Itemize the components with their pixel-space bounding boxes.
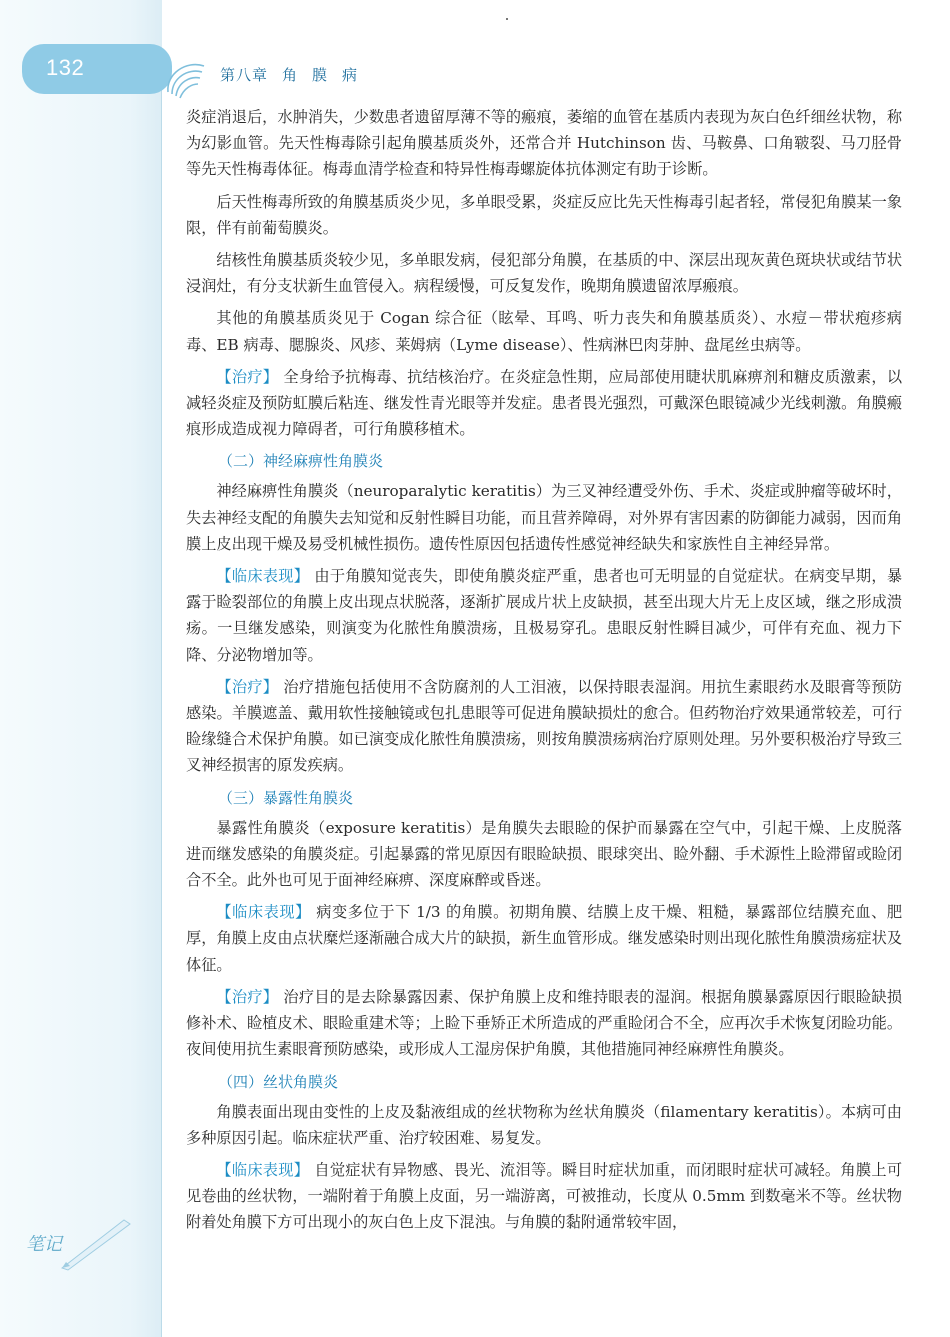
section-heading: （三）暴露性角膜炎	[218, 788, 354, 807]
print-mark	[506, 18, 508, 20]
body-text	[186, 104, 902, 1242]
margin-divider-line	[161, 88, 162, 1337]
swirl-icon	[160, 52, 212, 104]
paragraph-text: 全身给予抗梅毒、抗结核治疗。在炎症急性期，应局部使用睫状肌麻痹剂和糖皮质激素，以减轻炎症及预防虹膜后粘连、继发性青光眼等并发症。患者畏光强烈，可戴深色眼镜减少光线刺激。角膜瘢痕形成造成视力障碍者，可行角膜移植术。	[186, 367, 903, 439]
paragraph	[186, 364, 902, 443]
section-heading: （四）丝状角膜炎	[218, 1072, 339, 1091]
paragraph: 暴露性角膜炎（exposure keratitis）是角膜失去眼睑的保护而暴露在空气中，引起干燥、上皮脱落进而继发感染的角膜炎症。引起暴露的常见原因有眼睑缺损、眼球突出、睑外翻、手术源性上睑滞留或睑闭合不全。此外也可见于面神经麻痹、深度麻醉或昏迷。	[186, 818, 902, 890]
paragraph	[186, 674, 902, 779]
paragraph-text: 自觉症状有异物感、畏光、流泪等。瞬目时症状加重，而闭眼时症状可减轻。角膜上可见卷曲的丝状物，一端附着于角膜上皮面，另一端游离，可被推动，长度从 0.5mm 到数毫米不等。丝状物附着处角膜下方可出现小的灰白色上皮下混浊。与角膜的黏附通常较牢固，	[186, 1160, 903, 1232]
pen-icon	[58, 1214, 136, 1272]
paragraph	[186, 563, 902, 668]
paragraph-text: 治疗目的是去除暴露因素、保护角膜上皮和维持眼表的湿润。根据角膜暴露原因行眼睑缺损修补术、睑植皮术、眼睑重建术等；上睑下垂矫正术所造成的严重睑闭合不全，应再次手术恢复闭睑功能。夜间使用抗生素眼膏预防感染，或形成人工湿房保护角膜，其他措施同神经麻痹性角膜炎。	[186, 987, 903, 1059]
paragraph: 神经麻痹性角膜炎（neuroparalytic keratitis）为三叉神经遭受外伤、手术、炎症或肿瘤等破坏时，失去神经支配的角膜失去知觉和反射性瞬目功能，而且营养障碍，对外界有害因素的防御能力减弱，因而角膜上皮出现干燥及易受机械性损伤。遗传性原因包括遗传性感觉神经缺失和家族性自主神经异常。	[186, 482, 902, 553]
running-header	[220, 64, 372, 85]
chapter-number: 第八章	[220, 66, 269, 84]
paragraph: 后天性梅毒所致的角膜基质炎少见，多单眼受累，炎症反应比先天性梅毒引起者轻，常侵犯角膜某一象限，伴有前葡萄膜炎。	[186, 192, 902, 237]
chapter-title-char: 膜	[312, 66, 329, 84]
paragraph-tag: 【临床表现】	[216, 567, 310, 586]
paragraph-text: 治疗措施包括使用不含防腐剂的人工泪液，以保持眼表湿润。用抗生素眼药水及眼膏等预防感染。羊膜遮盖、戴用软性接触镜或包扎患眼等可促进角膜缺损灶的愈合。但药物治疗效果通常较差，可行睑缘缝合术保护角膜。如已演变成化脓性角膜溃疡，则按角膜溃疡病治疗原则处理。另外要积极治疗导致三叉神经损害的原发疾病。	[186, 677, 903, 775]
paragraph: 角膜表面出现由变性的上皮及黏液组成的丝状物称为丝状角膜炎（filamentary keratitis）。本病可由多种原因引起。临床症状严重、治疗较困难、易复发。	[186, 1102, 902, 1147]
paragraph-text: 病变多位于下 1/3 的角膜。初期角膜、结膜上皮干燥、粗糙，暴露部位结膜充血、肥厚，角膜上皮由点状糜烂逐渐融合成大片的缺损，新生血管形成。继发感染时则出现化脓性角膜溃疡症状及体征。	[186, 903, 903, 974]
paragraph-tag: 【治疗】	[216, 367, 279, 386]
chapter-title-char: 病	[342, 66, 359, 84]
paragraph	[186, 984, 902, 1063]
paragraph-tag: 【治疗】	[216, 677, 279, 696]
page-number-tab	[22, 44, 172, 94]
notes-label: 笔记	[26, 1234, 62, 1255]
paragraph-tag: 【临床表现】	[216, 903, 311, 922]
page-margin-strip	[0, 0, 162, 1337]
paragraph-tag: 【临床表现】	[216, 1160, 310, 1179]
paragraph	[186, 1157, 902, 1236]
section-heading: （二）神经麻痹性角膜炎	[218, 452, 384, 471]
chapter-title-char: 角	[282, 66, 299, 84]
paragraph: 炎症消退后，水肿消失，少数患者遗留厚薄不等的瘢痕，萎缩的血管在基质内表现为灰白色纤细丝状物，称为幻影血管。先天性梅毒除引起角膜基质炎外，还常合并 Hutchinson 齿、马鞍鼻、口角皲裂、马刀胫骨等先天性梅毒体征。梅毒血清学检查和特异性梅毒螺旋体抗体测定有助于诊断。	[186, 108, 902, 179]
paragraph	[186, 899, 902, 978]
paragraph: 结核性角膜基质炎较少见，多单眼发病，侵犯部分角膜，在基质的中、深层出现灰黄色斑块状或结节状浸润灶，有分支状新生血管侵入。病程缓慢，可反复发作，晚期角膜遗留浓厚瘢痕。	[186, 251, 902, 296]
paragraph-text: 由于角膜知觉丧失，即使角膜炎症严重，患者也可无明显的自觉症状。在病变早期，暴露于睑裂部位的角膜上皮出现点状脱落，逐渐扩展成片状上皮缺损，甚至出现大片无上皮区域，继之形成溃疡。一旦继发感染，则演变为化脓性角膜溃疡，且极易穿孔。患眼反射性瞬目减少，可伴有充血、视力下降、分泌物增加等。	[186, 567, 903, 664]
paragraph: 其他的角膜基质炎见于 Cogan 综合征（眩晕、耳鸣、听力丧失和角膜基质炎）、水痘－带状疱疹病毒、EB 病毒、腮腺炎、风疹、莱姆病（Lyme disease）、性病淋巴肉芽肿、盘尾丝虫病等。	[186, 309, 902, 354]
paragraph-tag: 【治疗】	[216, 987, 279, 1006]
page-number: 132	[46, 55, 85, 80]
